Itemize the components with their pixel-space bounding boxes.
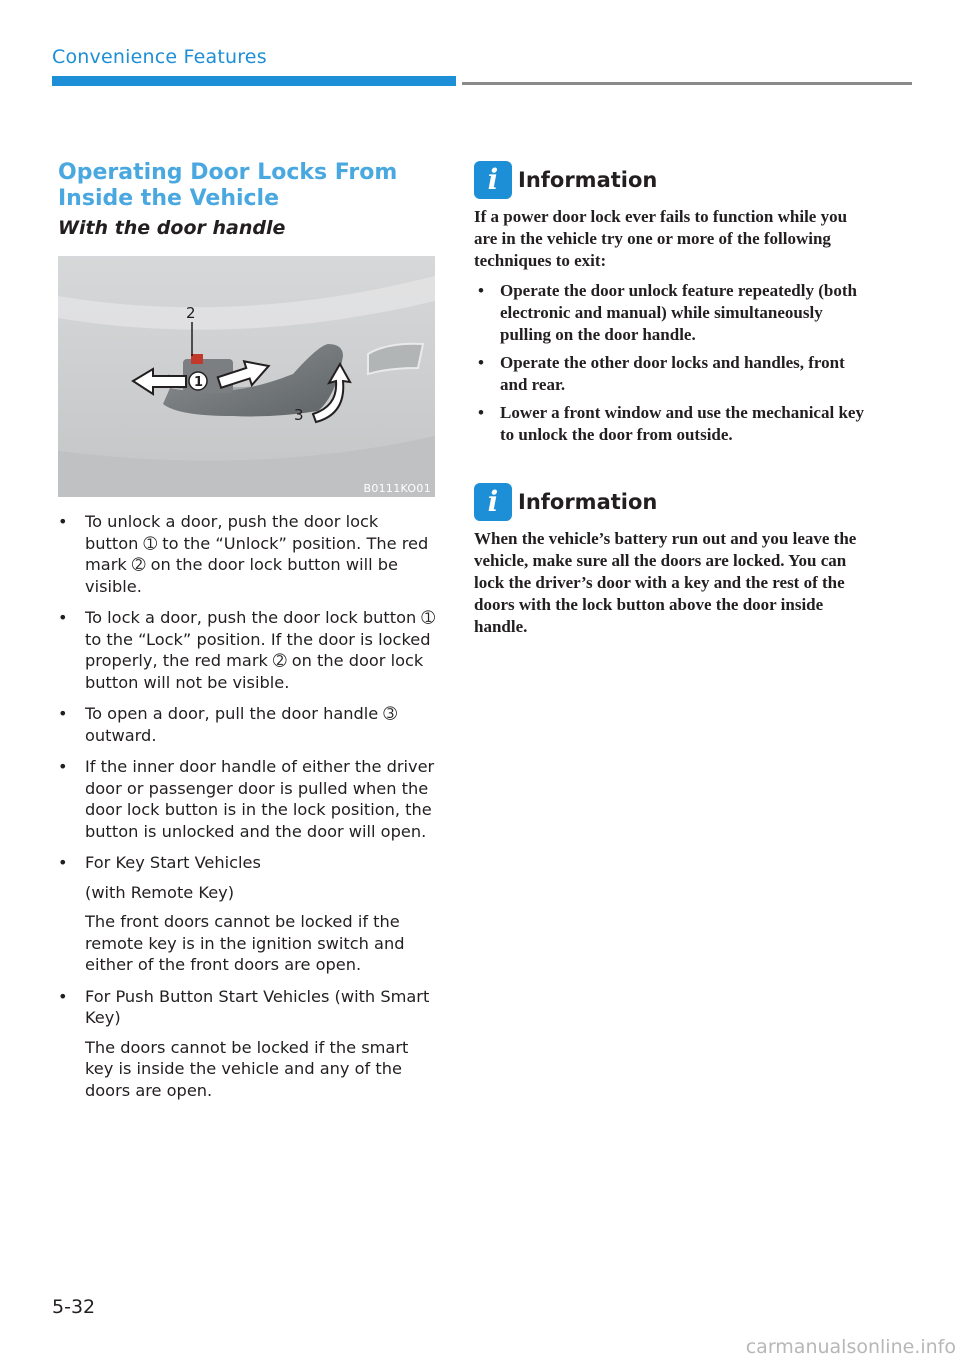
information-header — [474, 160, 864, 200]
list-item: • Operate the other door locks and handles, front and rear. — [474, 352, 864, 396]
figure-code: B0111KO01 — [363, 482, 431, 495]
callout-1: 1 — [194, 375, 204, 390]
list-item: • To open a door, pull the door handle ➂ outward. — [58, 703, 436, 746]
information-box-1 — [474, 160, 864, 446]
section-title — [58, 160, 436, 212]
list-item: • To lock a door, push the door lock button ➀ to the “Lock” position. If the door is locked properly, the red mark ➁ on the door lock button will not be visible. — [58, 607, 436, 693]
information-box-2 — [474, 482, 864, 638]
list-item: • For Push Button Start Vehicles (with Smart Key) The doors cannot be locked if the smart key is inside the vehicle and any of the doors are open. — [58, 986, 436, 1102]
subsection-title: With the door handle — [58, 217, 286, 239]
door-handle-drawing — [58, 256, 435, 497]
list-item: • Lower a front window and use the mechanical key to unlock the door from outside. — [474, 402, 864, 446]
instruction-list — [58, 511, 436, 1101]
list-item: • To unlock a door, push the door lock button ➀ to the “Unlock” position. The red mark ➁ on the door lock button will be visible. — [58, 511, 436, 597]
header-rule — [462, 82, 912, 85]
section-title-line-1: Operating Door Locks From — [58, 160, 398, 185]
information-heading: Information — [518, 168, 658, 192]
list-item: • For Key Start Vehicles (with Remote Key) The front doors cannot be locked if the remote key is in the ignition switch and either of the front doors are open. — [58, 852, 436, 976]
main-column — [58, 160, 436, 1111]
door-handle-illustration — [58, 256, 435, 497]
info-icon: i — [474, 483, 512, 521]
page-header-title: Convenience Features — [52, 46, 267, 68]
list-item: • Operate the door unlock feature repeatedly (both electronic and manual) while simultaneously pulling on the door handle. — [474, 280, 864, 346]
callout-3: 3 — [294, 406, 304, 424]
information-text: If a power door lock ever fails to function while you are in the vehicle try one or more of the following techniques to exit: — [474, 207, 848, 270]
page-number: 5-32 — [52, 1296, 96, 1318]
list-item: • If the inner door handle of either the driver door or passenger door is pulled when the door lock button is in the lock position, the button is unlocked and the door will open. — [58, 756, 436, 842]
section-title-line-2: Inside the Vehicle — [58, 186, 280, 211]
watermark: carmanualsonline.info — [745, 1336, 956, 1358]
callout-2: 2 — [186, 304, 196, 322]
info-icon: i — [474, 161, 512, 199]
info-column — [474, 160, 864, 674]
header-accent-bar — [52, 76, 456, 86]
information-header — [474, 482, 864, 522]
information-list — [474, 280, 864, 446]
information-text: When the vehicle’s battery run out and you leave the vehicle, make sure all the doors are locked. You can lock the driver’s door with a key and the rest of the doors with the lock button above the door inside handle. — [474, 529, 857, 636]
information-heading: Information — [518, 490, 658, 514]
